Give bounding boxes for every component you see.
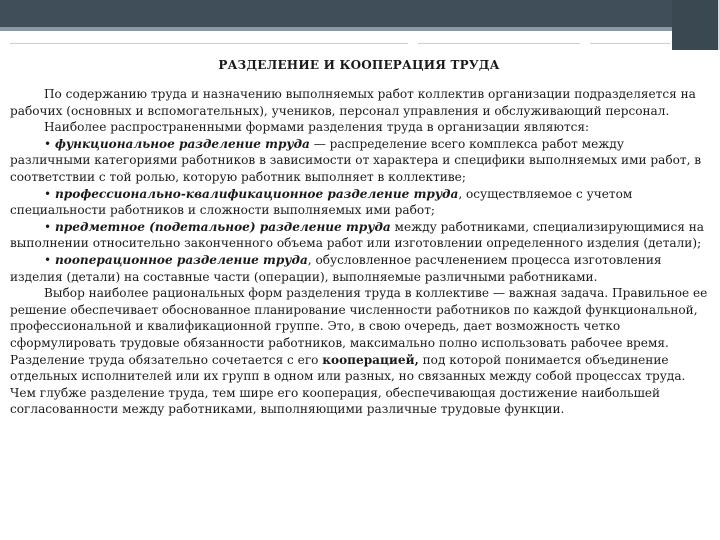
conclusion-text-end: под которой понимается объединение отдельных исполнителей или их групп в одном или разных, но связанных между собой процессах труда. Чем глубже разделение труда, тем шире его кооперация, обеспечивающая достижение наибольшей согласованности между работниками, выполняющими различные трудовые функции. [10, 352, 686, 417]
intro-paragraph: По содержанию труда и назначению выполняемых работ коллектив организации подразделяется на рабочих (основных и вспомогательных), учеников, персонал управления и обслуживающий персонал. [10, 87, 696, 118]
divider-middle [418, 43, 580, 44]
form-item-professional [10, 186, 708, 219]
forms-intro-paragraph: Наиболее распространенными формами разделения труда в организации являются: [44, 120, 590, 135]
bullet: • [44, 252, 52, 267]
conclusion-text-start: Выбор наиболее рациональных форм разделения труда в коллективе — важная задача. Правильное ее решение обеспечивает обоснованное планирование численности работников по каждой функциональной, профессиональной и квалификационной группе. Это, в свою очередь, дает возможность четко сформулировать трудовые обязанности работников, максимально полно использовать рабочее время. Разделение труда обязательно сочетается с его [10, 286, 708, 367]
form-item-functional [10, 136, 708, 186]
form-text: , осуществляемое с учетом специальности работников и сложности выполняемых ими работ; [10, 186, 633, 218]
corner-decoration [672, 0, 720, 50]
form-item-subject [10, 219, 708, 252]
header-bar [0, 0, 720, 27]
conclusion-paragraph [10, 285, 708, 418]
form-text: , обусловленное расчленением процесса изготовления изделия (детали) на составные части (операции), выполняемые различными работниками. [10, 252, 662, 284]
term-operational: пооперационное разделение труда [55, 252, 308, 267]
bullet: • [44, 219, 52, 234]
term-professional: профессионально-квалификационное разделение труда [55, 186, 459, 201]
form-text: — распределение всего комплекса работ между различными категориями работников в зависимости от характера и специфики выполняемых ими работ, в соответствии с той ролью, которую работник выполняет в коллективе; [10, 136, 702, 184]
term-functional: функциональное разделение труда [55, 136, 310, 151]
divider-right [590, 43, 670, 44]
term-subject: предметное (подетальное) разделение труда [55, 219, 391, 234]
term-cooperation: кооперацией, [322, 352, 419, 367]
document-body [10, 58, 708, 418]
header-accent-line [0, 27, 720, 31]
divider-left [10, 43, 408, 44]
bullet: • [44, 136, 52, 151]
form-item-operational [10, 252, 708, 285]
bullet: • [44, 186, 52, 201]
page-title: РАЗДЕЛЕНИЕ И КООПЕРАЦИЯ ТРУДА [218, 58, 500, 72]
form-text: между работниками, специализирующимися на выполнении относительно законченного объема работ или изготовлении определенного изделия (детали); [10, 219, 705, 251]
